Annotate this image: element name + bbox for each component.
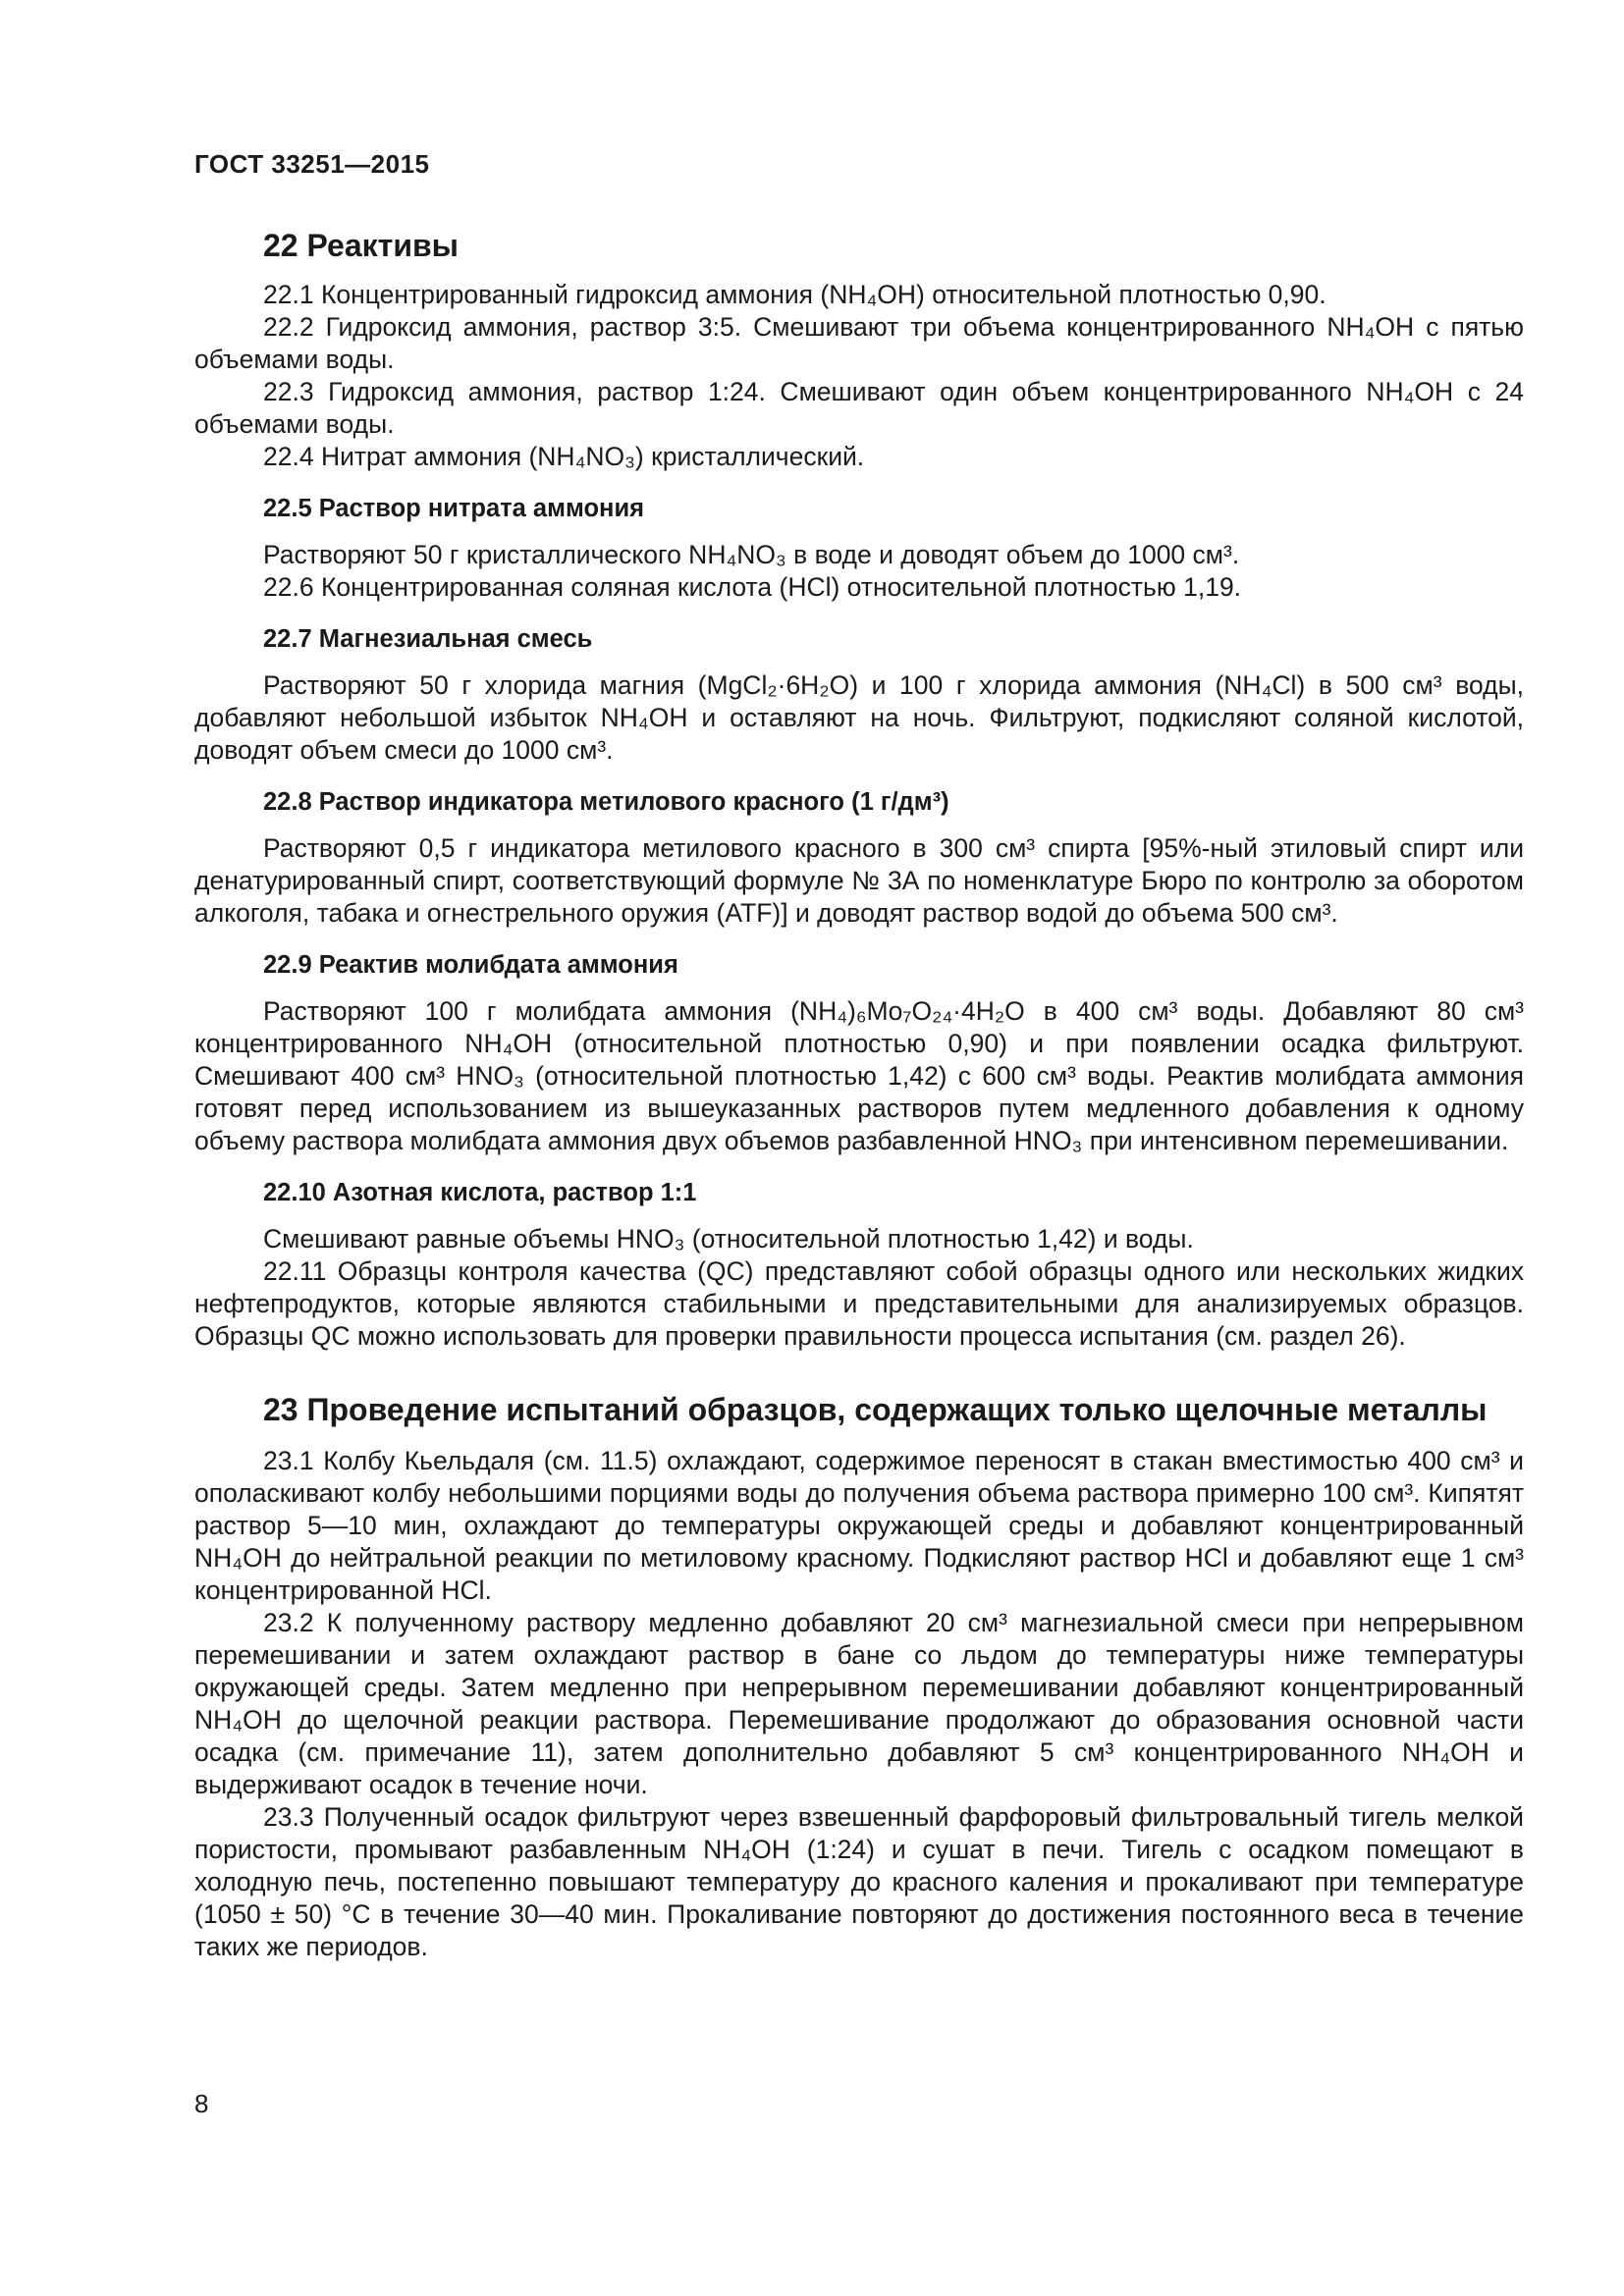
page-content [194, 224, 1524, 1963]
section-22-title: 22 Реактивы [263, 228, 459, 263]
paragraph-22-11: 22.11 Образцы контроля качества (QC) представляют собой образцы одного или нескольких жидких нефтепродуктов, которые являются стабильными и представительными для анализируемых образцов. Образцы QC можно использовать для проверки правильности процесса испытания (см. раздел 26). [194, 1256, 1524, 1351]
paragraph-22-7: Растворяют 50 г хлорида магния (MgCl₂·6H₂O) и 100 г хлорида аммония (NH₄Cl) в 500 см³ воды, добавляют небольшой избыток NH₄OH и оставляют на ночь. Фильтруют, подкисляют соляной кислотой, доводят объем смеси до 1000 см³. [194, 670, 1524, 765]
subsection-22-8-title: 22.8 Раствор индикатора метилового красного (1 г/дм³) [263, 788, 949, 816]
paragraph-22-4: 22.4 Нитрат аммония (NH₄NO₃) кристаллический. [263, 442, 865, 471]
paragraph-22-10: Смешивают равные объемы HNO₃ (относительной плотностью 1,42) и воды. [263, 1224, 1194, 1254]
page-number: 8 [194, 2089, 209, 2118]
subsection-22-5-title: 22.5 Раствор нитрата аммония [263, 495, 645, 522]
paragraph-22-1: 22.1 Концентрированный гидроксид аммония (NH₄OH) относительной плотностью 0,90. [263, 280, 1326, 309]
subsection-22-9-title: 22.9 Реактив молибдата аммония [263, 951, 678, 979]
subsection-22-7-title: 22.7 Магнезиальная смесь [263, 625, 593, 653]
paragraph-23-2: 23.2 К полученному раствору медленно добавляют 20 см³ магнезиальной смеси при непрерывном перемешивании и затем охлаждают раствор в бане со льдом до температуры ниже температуры окружающей среды. Затем медленно при непрерывном перемешивании добавляют концентрированный NH₄OH до щелочной реакции раствора. Перемешивание продолжают до образования основной части осадка (см. примечание 11), затем дополнительно добавляют 5 см³ концентрированного NH₄OH и выдерживают осадок в течение ночи. [194, 1608, 1524, 1799]
paragraph-23-1: 23.1 Колбу Кьельдаля (см. 11.5) охлаждают, содержимое переносят в стакан вместимостью 400 см³ и ополаскивают колбу небольшими порциями воды до получения объема раствора примерно 100 см³. Кипятят раствор 5—10 мин, охлаждают до температуры окружающей среды и добавляют концентрированный NH₄OH до нейтральной реакции по метиловому красному. Подкисляют раствор HCl и добавляют еще 1 см³ концентрированной HCl. [194, 1446, 1524, 1605]
document-header: ГОСТ 33251—2015 [194, 149, 430, 179]
paragraph-22-8: Растворяют 0,5 г индикатора метилового красного в 300 см³ спирта [95%-ный этиловый спирт или денатурированный спирт, соответствующий формуле № 3А по номенклатуре Бюро по контролю за оборотом алкоголя, табака и огнестрельного оружия (ATF)] и доводят раствор водой до объема 500 см³. [194, 833, 1524, 928]
paragraph-22-3: 22.3 Гидроксид аммония, раствор 1:24. Смешивают один объем концентрированного NH₄OH с 24 объемами воды. [194, 377, 1524, 439]
paragraph-22-2: 22.2 Гидроксид аммония, раствор 3:5. Смешивают три объема концентрированного NH₄OH с пятью объемами воды. [194, 312, 1524, 374]
paragraph-22-6: 22.6 Концентрированная соляная кислота (HCl) относительной плотностью 1,19. [263, 572, 1242, 602]
paragraph-23-3: 23.3 Полученный осадок фильтруют через взвешенный фарфоровый фильтровальный тигель мелкой пористости, промывают разбавленным NH₄OH (1:24) и сушат в печи. Тигель с осадком помещают в холодную печь, постепенно повышают температуру до красного каления и прокаливают при температуре (1050 ± 50) °С в течение 30—40 мин. Прокаливание повторяют до достижения постоянного веса в течение таких же периодов. [194, 1802, 1524, 1961]
subsection-22-10-title: 22.10 Азотная кислота, раствор 1:1 [263, 1179, 697, 1206]
section-23-title: 23 Проведение испытаний образцов, содержащих только щелочные металлы [263, 1392, 1488, 1427]
paragraph-22-5: Растворяют 50 г кристаллического NH₄NO₃ в воде и доводят объем до 1000 см³. [263, 540, 1240, 569]
paragraph-22-9: Растворяют 100 г молибдата аммония (NH₄)₆Mo₇O₂₄·4H₂O в 400 см³ воды. Добавляют 80 см³ концентрированного NH₄OH (относительной плотностью 0,90) и при появлении осадка фильтруют. Смешивают 400 см³ HNO₃ (относительной плотностью 1,42) с 600 см³ воды. Реактив молибдата аммония готовят перед использованием из вышеуказанных растворов путем медленного добавления к одному объему раствора молибдата аммония двух объемов разбавленной HNO₃ при интенсивном перемешивании. [194, 996, 1524, 1155]
